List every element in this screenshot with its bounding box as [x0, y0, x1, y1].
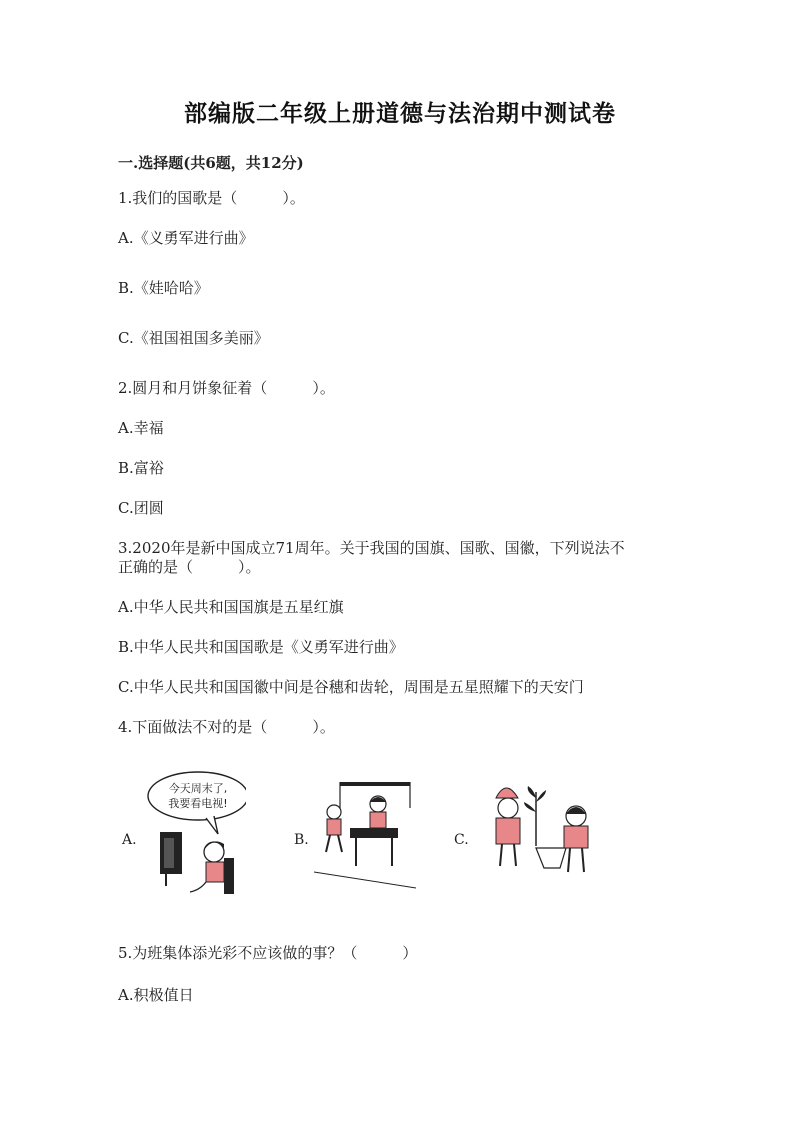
illustration-b-cleaning-classroom [310, 768, 420, 898]
question-1-option-b: B.《娃哈哈》 [118, 279, 209, 297]
question-3-stem-line-2: 正确的是（ ）。 [118, 558, 261, 576]
question-1-stem: 1.我们的国歌是（ ）。 [118, 189, 305, 207]
question-2-option-c: C.团圆 [118, 499, 164, 517]
illustration-label-b: B. [294, 832, 309, 848]
question-3-stem-line-1: 3.2020年是新中国成立71周年。关于我国的国旗、国歌、国徽，下列说法不 [118, 539, 625, 557]
illustration-a-watching-tv [136, 768, 246, 898]
question-1-option-a: A.《义勇军进行曲》 [118, 229, 254, 247]
illustration-label-c: C. [454, 832, 469, 848]
question-2-option-a: A.幸福 [118, 419, 164, 437]
illustration-label-a: A. [122, 832, 137, 848]
illustration-c-planting-tree [484, 768, 604, 888]
question-5-option-a: A.积极值日 [118, 986, 194, 1004]
question-4-illustrations [118, 768, 618, 898]
question-1-option-c: C.《祖国祖国多美丽》 [118, 329, 269, 347]
speech-bubble [148, 772, 246, 820]
section-title: 一.选择题(共6题，共12分) [118, 154, 304, 172]
question-3-option-c: C.中华人民共和国国徽中间是谷穗和齿轮，周围是五星照耀下的天安门 [118, 678, 584, 696]
question-5-stem: 5.为班集体添光彩不应该做的事？（ ） [118, 944, 418, 962]
page-title: 部编版二年级上册道德与法治期中测试卷 [184, 100, 616, 127]
question-3-option-a: A.中华人民共和国国旗是五星红旗 [118, 598, 344, 616]
question-2-stem: 2.圆月和月饼象征着（ ）。 [118, 379, 335, 397]
speech-bubble-line-2: 我要看电视! [168, 797, 228, 810]
question-3-option-b: B.中华人民共和国国歌是《义勇军进行曲》 [118, 638, 404, 656]
question-4-stem: 4.下面做法不对的是（ ）。 [118, 718, 335, 736]
speech-bubble-line-1: 今天周末了, [168, 782, 228, 795]
question-2-option-b: B.富裕 [118, 459, 164, 477]
